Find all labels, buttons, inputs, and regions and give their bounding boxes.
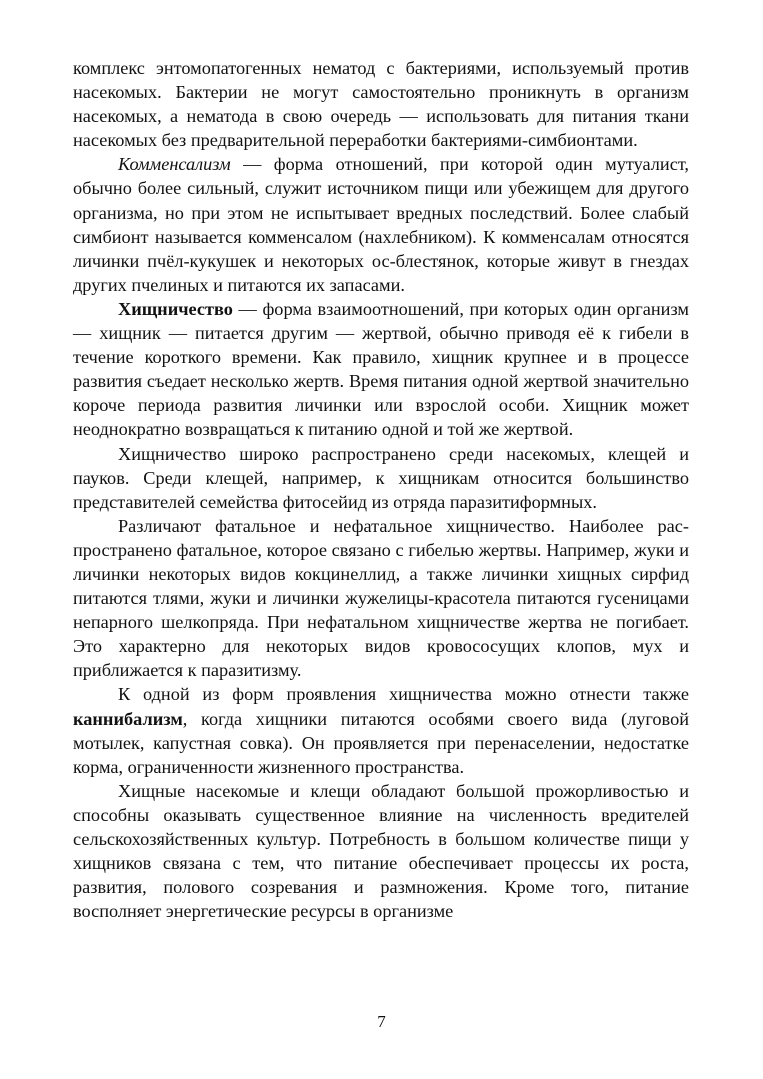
term-cannibalism: каннибализм	[73, 708, 183, 729]
page-body	[73, 56, 689, 923]
paragraph-commensalism	[73, 152, 689, 297]
paragraph-text: , когда хищники питаются особями своего вида (луговой мотылек, капустная совка). Он проявляется при перенаселении, недостатке корма, ограниченности жизненного пространства.	[73, 708, 689, 777]
paragraph-continuation	[73, 56, 689, 152]
term-commensalism: Комменсализм	[118, 154, 231, 175]
paragraph-cannibalism	[73, 682, 689, 778]
paragraph-predation	[73, 297, 689, 442]
paragraph-text: К одной из форм проявления хищничества можно отнести также	[118, 684, 689, 705]
paragraph-fatal-predation	[73, 514, 689, 683]
paragraph-text: — форма отношений, при которой один мутуалист, обычно более сильный, служит источником пищи или убежищем для другого организма, но при этом не испытывает вредных последствий. Более слабый симбионт называется комменсалом (нахлебником). К комменсалам относятся личинки пчёл-кукушек и некоторых ос-блестянок, которые живут в гнездах других пчелиных и питаются их запасами.	[73, 154, 689, 295]
paragraph-predator-voracity	[73, 779, 689, 924]
paragraph-text: Хищничество широко распространено среди насекомых, клещей и пауков. Среди клещей, например, к хищникам относится большинство представителей семейства фитосейид из отряда паразитиформных.	[73, 443, 689, 512]
paragraph-text: комплекс энтомопатогенных нематод с бактериями, используемый против насекомых. Бактерии не могут самостоятельно проникнуть в организм насекомых, а нематода в свою очередь — использовать для питания ткани насекомых без предварительной переработки бактериями-симбионтами.	[73, 58, 689, 151]
paragraph-predation-spread	[73, 442, 689, 514]
paragraph-text: — форма взаимоотношений, при которых один организм — хищник — питается другим — жертвой, обычно приводя её к гибели в течение короткого времени. Как правило, хищник крупнее и в процессе развития съедает несколько жертв. Время питания одной жертвой значительно короче периода развития личинки или взрослой особи. Хищник может неоднократно возвращаться к питанию одной и той же жертвой.	[73, 298, 689, 440]
paragraph-text: Различают фатальное и нефатальное хищничество. Наиболее распространено фатальное, которое связано с гибелью жертвы. Например, жуки и личинки некоторых видов кокцинеллид, а также личинки хищных сирфид питаются тлями, жуки и личинки жужелицы-красотела питаются гусеницами непарного шелкопряда. При нефатальном хищничестве жертва не погибает. Это характерно для некоторых видов кровососущих клопов, мух и приближается к паразитизму.	[73, 515, 689, 681]
paragraph-text: Хищные насекомые и клещи обладают большой прожорливостью и способны оказывать существенное влияние на численность вредителей сельскохозяйственных культур. Потребность в большом количестве пищи у хищников связана с тем, что питание обеспечивает процессы их роста, развития, полового созревания и размножения. Кроме того, питание восполняет энергетические ресурсы в организме	[73, 780, 689, 922]
page-number: 7	[377, 1012, 386, 1031]
term-predation: Хищничество	[118, 298, 233, 319]
